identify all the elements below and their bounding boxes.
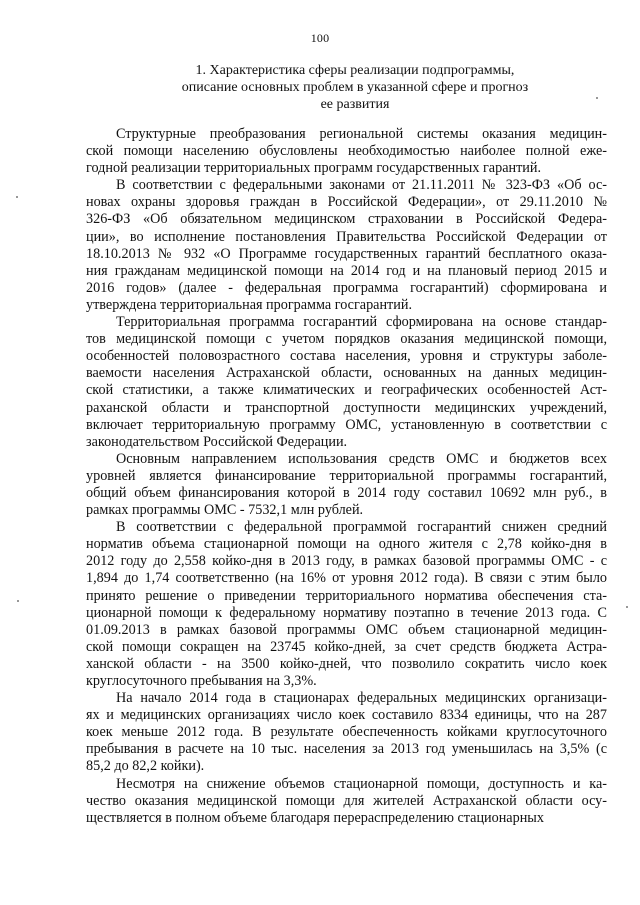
text-line: Структурные преобразования региональной системы оказания медицин- (116, 126, 607, 142)
text-line: чество оказания медицинской помощи для жителей Астраханской области осу- (86, 792, 607, 809)
text-line: ханской области - на 3500 койко-дней, что позволило сократить число коек (86, 655, 607, 672)
text-line: раханской области и транспортной доступности медицинских учреждений, (86, 399, 607, 416)
text-line: В соответствии с федеральной программой госгарантий снижен средний (116, 519, 607, 536)
text-line: ции», во исполнение постановления Правительства Российской Федерации от (86, 228, 607, 245)
text-line: 01.09.2013 в рамках базовой программы ОМС объем стационарной медицин- (86, 621, 607, 638)
text-line: круглосуточного пребывания на 3,3%. (86, 673, 317, 689)
text-line: утверждена территориальная программа госгарантий. (86, 296, 412, 313)
text-line: ской помощи населению обусловлены необходимостью наиболее полной еже- (86, 143, 607, 160)
text-line: новах охраны здоровья граждан в Российской Федерации», от 29.11.2010 № (86, 194, 607, 211)
text-line: ваемости населения Астраханской области, основанных на данных медицин- (86, 365, 607, 382)
text-line: 1,894 до 1,74 соответственно (на 16% от уровня 2012 года). В связи с этим было (86, 570, 607, 587)
body-text (86, 126, 607, 827)
text-line: законодательством Российской Федерации. (86, 433, 348, 450)
section-heading (120, 62, 590, 113)
text-line: включает территориальную программу ОМС, установленную в соответствии с (86, 416, 607, 433)
page-number: 100 (310, 31, 330, 45)
text-line: тов медицинской помощи с учетом порядков оказания медицинской помощи, (86, 331, 607, 348)
text-line: Основным направлением использования средств ОМС и бюджетов всех (116, 450, 607, 467)
text-line: особенностей половозрастного состава населения, уровня и структуры заболе- (86, 348, 607, 365)
text-line: Несмотря на снижение объемов стационарной помощи, доступность и ка- (116, 775, 607, 792)
text-line: ях и медицинских организациях число коек составило 8334 единицы, что на 287 (86, 707, 607, 724)
paragraph (86, 690, 607, 775)
text-line: ния гражданам медицинской помощи на 2014 год и на плановый период 2015 и (86, 262, 607, 279)
scan-speck (16, 196, 18, 198)
text-line: 85,2 до 82,2 койки). (86, 758, 205, 775)
scan-speck (596, 97, 598, 99)
paragraph (86, 314, 607, 451)
text-line: пребывания в расчете на 10 тыс. населения за 2013 год уменьшилась на 3,5% (с (86, 741, 607, 758)
text-line: ской помощи сокращен на 23745 койко-дней, за счет средств бюджета Астра- (86, 638, 607, 655)
heading-line: ее развития (320, 97, 390, 112)
text-line: 18.10.2013 № 932 «О Программе государственных гарантий бесплатного оказа- (86, 245, 607, 262)
heading-line: описание основных проблем в указанной сфере и прогноз (181, 80, 529, 95)
text-line: 2016 годов» (далее - федеральная программа госгарантий) сформирована и (86, 279, 607, 296)
text-line: 326-ФЗ «Об обязательном медицинском страховании в Российской Федера- (86, 211, 607, 228)
text-line: коек меньше 2012 года. В результате обеспеченность койками круглосуточного (86, 724, 607, 741)
text-line: Территориальная программа госгарантий сформирована на основе стандар- (116, 314, 607, 331)
text-line: рамках программы ОМС - 7532,1 млн рублей. (86, 502, 364, 519)
text-line: годной реализации территориальных программ государственных гарантий. (86, 160, 542, 177)
text-line: В соответствии с федеральными законами от 21.11.2011 № 323-ФЗ «Об ос- (116, 177, 607, 194)
heading-line: 1. Характеристика сферы реализации подпрограммы, (195, 63, 515, 78)
text-line: ществляется в полном объеме благодаря перераспределению стационарных (86, 809, 544, 826)
text-line: норматив объема стационарной помощи на одного жителя с 2,78 койко-дня в (86, 536, 607, 553)
text-line: уровней является финансирование территориальной программы госгарантий, (86, 467, 607, 484)
scan-speck (17, 600, 19, 602)
text-line: ционарной помощи к федеральному нормативу поэтапно в течение 2013 года. С (86, 604, 607, 621)
text-line: На начало 2014 года в стационарах федеральных медицинских организаци- (116, 690, 607, 707)
paragraph (86, 519, 607, 690)
text-line: ской статистики, а также климатических и географических особенностей Аст- (86, 382, 607, 399)
paragraph (86, 776, 607, 827)
paragraph (86, 451, 607, 519)
text-line: 2012 году до 2,558 койко-дня в 2013 году, в рамках базовой программы ОМС - с (86, 553, 607, 570)
text-line: принято решение о приведении территориального норматива обеспечения ста- (86, 587, 607, 604)
paragraph (86, 177, 607, 314)
scan-speck (626, 606, 628, 608)
text-line: общий объем финансирования которой в 2014 году составил 10692 млн руб., в (86, 484, 607, 501)
paragraph (86, 126, 607, 177)
